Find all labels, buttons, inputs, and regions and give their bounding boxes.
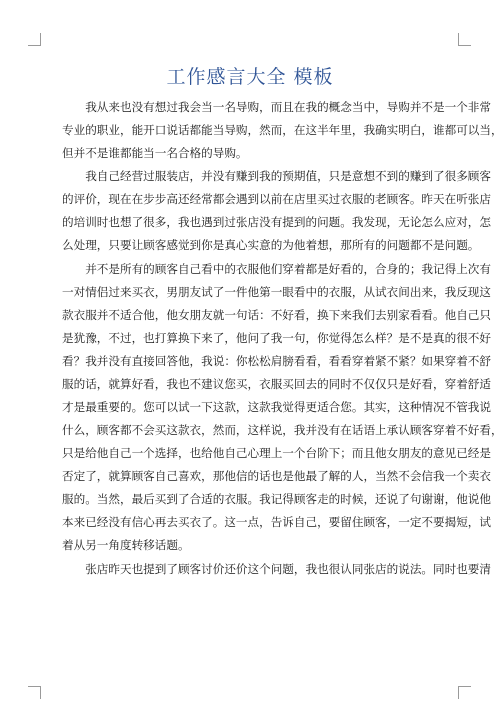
body-line: 的评价，现在在步步高还经常都会遇到以前在店里买过衣服的老顾客。昨天在听张店 — [62, 192, 491, 206]
corner-mark-bottom-left — [28, 686, 41, 699]
body-line: 但并不是谁都能当一名合格的导购。 — [62, 146, 248, 160]
body-line: 我从来也没有想过我会当一名导购，而且在我的概念当中，导购并不是一个非常 — [62, 100, 491, 114]
body-line: 什么，顾客都不会买这款衣，然而，这样说，我并没有在话语上承认顾客穿着不好看， — [62, 423, 503, 437]
corner-mark-bottom-right — [458, 686, 471, 699]
body-line: 是犹豫，不过，也打算换下来了，他问了我一句，你觉得怎么样？是不是真的很不好 — [62, 331, 491, 345]
body-line: 我自己经营过服装店，并没有赚到我的预期值，只是意想不到的赚到了很多顾客 — [62, 169, 491, 183]
corner-mark-top-left — [28, 33, 41, 46]
body-line: 款衣服并不适合他，他女朋友就一句话：不好看，换下来我们去别家看看。他自己只 — [62, 308, 491, 322]
body-line: 才是最重要的。您可以试一下这款，这款我觉得更适合您。其实，这种情况不管我说 — [62, 400, 491, 414]
body-line: 本来已经没有信心再去买衣了。这一点，告诉自己，要留住顾客，一定不要揭短，试 — [62, 515, 491, 529]
body-line: 张店昨天也提到了顾客讨价还价这个问题，我也很认同张店的说法。同时也要清 — [62, 562, 491, 576]
document-title: 工作感言大全 模板 — [166, 66, 334, 88]
body-line: 服的话，就算好看，我也不建议您买，衣服买回去的同时不仅仅只是好看，穿着舒适 — [62, 377, 491, 391]
body-line: 的培训时也想了很多，我也遇到过张店没有提到的问题。我发现，无论怎么应对，怎 — [62, 215, 491, 229]
body-line: 专业的职业，能开口说话都能当导购，然而，在这半年里，我确实明白，谁都可以当， — [62, 123, 503, 137]
body-line: 服的。当然，最后买到了合适的衣服。我记得顾客走的时候，还说了句谢谢，他说他 — [62, 492, 491, 506]
body-line: 着从另一角度转移话题。 — [62, 538, 190, 552]
body-line: 么处理，只要让顾客感觉到你是真心实意的为他着想，那所有的问题都不是问题。 — [62, 238, 480, 252]
body-line: 否定了，就算顾客自己喜欢，那他信的话也是他最了解的人，当然不会信我一个卖衣 — [62, 469, 491, 483]
body-line: 并不是所有的顾客自己看中的衣服他们穿着都是好看的，合身的；我记得上次有 — [62, 262, 491, 276]
body-line: 一对情侣过来买衣，男朋友试了一件他第一眼看中的衣服，从试衣间出来，我反现这 — [62, 285, 491, 299]
body-line: 只是给他自己一个选择，也给他自己心理上一个台阶下；而且他女朋友的意见已经是 — [62, 446, 491, 460]
corner-mark-top-right — [458, 33, 471, 46]
body-line: 看？我并没有直接回答他，我说：你松松肩膀看看，看看穿着紧不紧？如果穿着不舒 — [62, 354, 491, 368]
